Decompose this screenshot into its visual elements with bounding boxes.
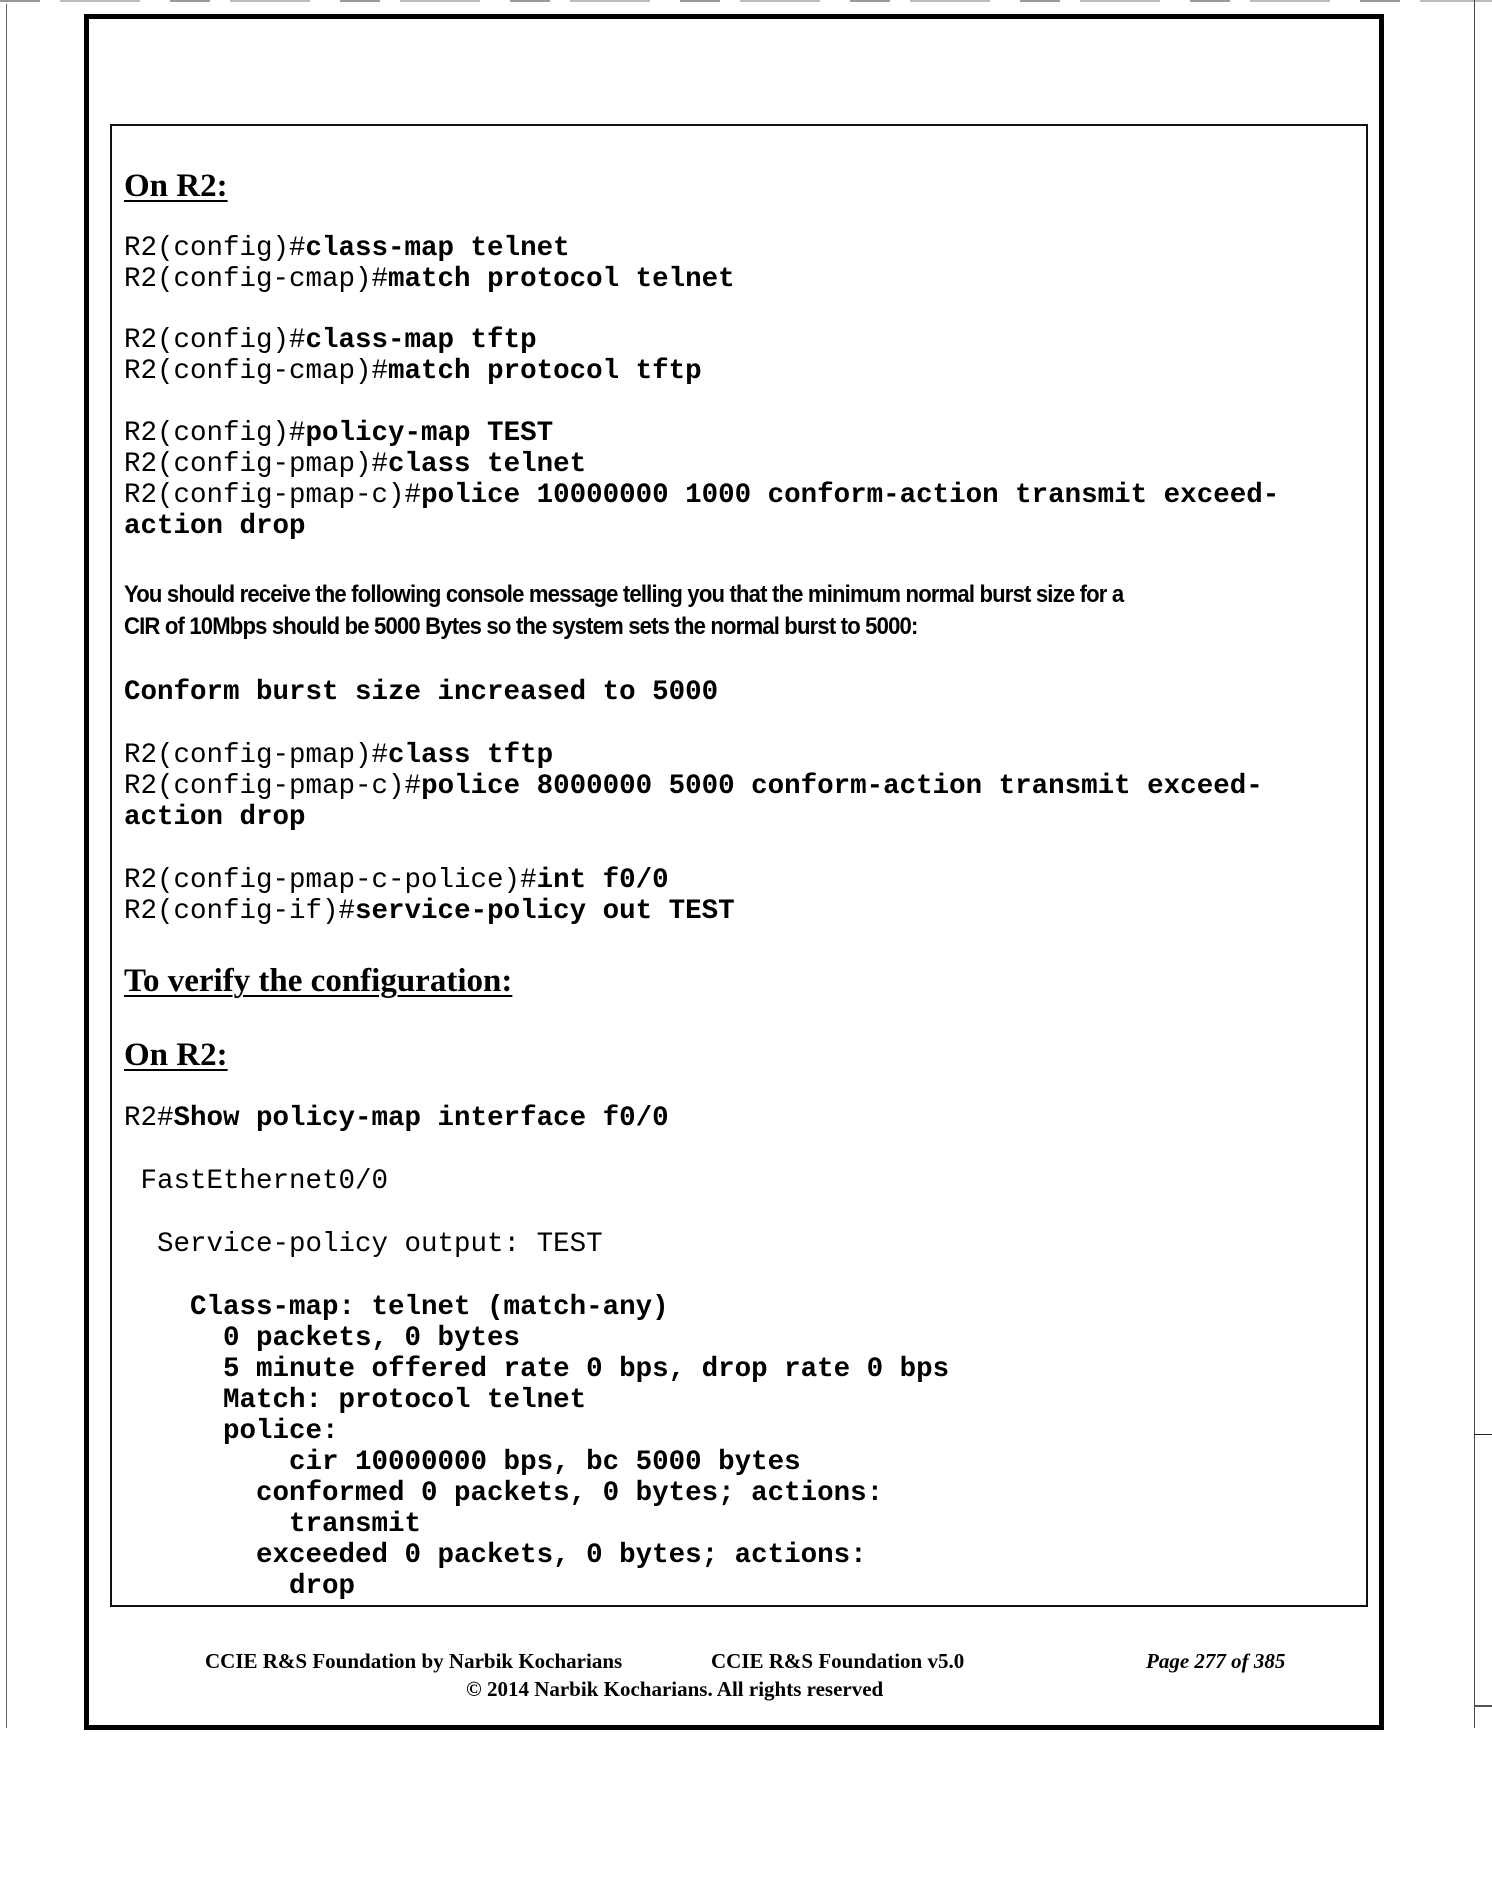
content-box <box>110 124 1368 1607</box>
config-line <box>124 740 553 771</box>
footer-book-version: CCIE R&S Foundation v5.0 <box>711 1649 965 1673</box>
cli-prompt: R2(config-pmap-c-police)# <box>124 865 537 896</box>
cli-command: match protocol telnet <box>388 264 735 295</box>
config-line <box>124 771 1263 802</box>
show-output-line: Class-map: telnet (match-any) <box>124 1292 669 1323</box>
config-line <box>124 865 669 896</box>
config-line <box>124 418 553 449</box>
scan-artifact-stub <box>1474 1434 1492 1435</box>
cli-command: class tftp <box>388 740 554 771</box>
config-line <box>124 802 306 833</box>
cli-prompt: R2(config)# <box>124 325 306 356</box>
cli-prompt: R2# <box>124 1103 174 1134</box>
config-line <box>124 480 1279 511</box>
cli-command: class-map tftp <box>305 325 537 356</box>
cli-prompt: R2(config)# <box>124 233 306 264</box>
footer-copyright: © 2014 Narbik Kocharians. All rights reserved <box>466 1677 884 1701</box>
section-heading: On R2: <box>124 168 228 204</box>
cli-command: class-map telnet <box>305 233 570 264</box>
cli-command: service-policy out TEST <box>355 896 735 927</box>
show-output-line: cir 10000000 bps, bc 5000 bytes <box>124 1447 801 1478</box>
explanation-line: CIR of 10Mbps should be 5000 Bytes so the system sets the normal burst to 5000: <box>124 613 918 640</box>
cli-prompt: R2(config-if)# <box>124 896 356 927</box>
config-line <box>124 233 570 264</box>
scan-edge-left <box>6 4 7 1728</box>
show-output-line: exceeded 0 packets, 0 bytes; actions: <box>124 1540 867 1571</box>
cli-prompt: R2(config-cmap)# <box>124 264 389 295</box>
show-output-line: transmit <box>124 1509 422 1540</box>
show-output-interface: FastEthernet0/0 <box>124 1166 389 1197</box>
footer-book-author: CCIE R&S Foundation by Narbik Kocharians <box>205 1649 623 1673</box>
show-output-service-policy: Service-policy output: TEST <box>124 1229 603 1260</box>
cli-command: police 8000000 5000 conform-action transmit exceed- <box>421 771 1263 802</box>
explanation-line: You should receive the following console message telling you that the minimum normal burst size for a <box>124 581 1124 608</box>
cli-command: match protocol tftp <box>388 356 702 387</box>
scan-artifact-top <box>0 0 1492 2</box>
cli-prompt: R2(config-pmap)# <box>124 740 389 771</box>
cli-prompt: R2(config-cmap)# <box>124 356 389 387</box>
cli-command: int f0/0 <box>536 865 669 896</box>
config-line <box>124 264 735 295</box>
console-message: Conform burst size increased to 5000 <box>124 677 719 708</box>
cli-prompt: R2(config-pmap-c)# <box>124 480 422 511</box>
config-line <box>124 325 537 356</box>
cli-prompt: R2(config-pmap-c)# <box>124 771 422 802</box>
config-line <box>124 511 306 542</box>
cli-prompt: R2(config-pmap)# <box>124 449 389 480</box>
cli-prompt: R2(config)# <box>124 418 306 449</box>
show-output-line: 0 packets, 0 bytes <box>124 1323 521 1354</box>
scan-edge-right <box>1474 0 1475 1728</box>
cli-command: class telnet <box>388 449 587 480</box>
show-output-line: drop <box>124 1571 356 1602</box>
cli-command: Show policy-map interface f0/0 <box>173 1103 669 1134</box>
scan-artifact-stub <box>1474 1705 1492 1707</box>
section-heading: On R2: <box>124 1037 228 1073</box>
section-heading: To verify the configuration: <box>124 963 513 999</box>
cli-command: police 10000000 1000 conform-action transmit exceed- <box>421 480 1280 511</box>
cli-command: action drop <box>124 511 306 542</box>
config-line <box>124 896 735 927</box>
show-output-line: conformed 0 packets, 0 bytes; actions: <box>124 1478 884 1509</box>
config-line <box>124 356 702 387</box>
cli-command: action drop <box>124 802 306 833</box>
show-output-line: Match: protocol telnet <box>124 1385 587 1416</box>
show-output-line: 5 minute offered rate 0 bps, drop rate 0 bps <box>124 1354 950 1385</box>
cli-command: policy-map TEST <box>305 418 554 449</box>
footer-page-number: Page 277 of 385 <box>1146 1649 1286 1673</box>
verify-command-line <box>124 1103 669 1134</box>
config-line <box>124 449 586 480</box>
show-output-line: police: <box>124 1416 339 1447</box>
